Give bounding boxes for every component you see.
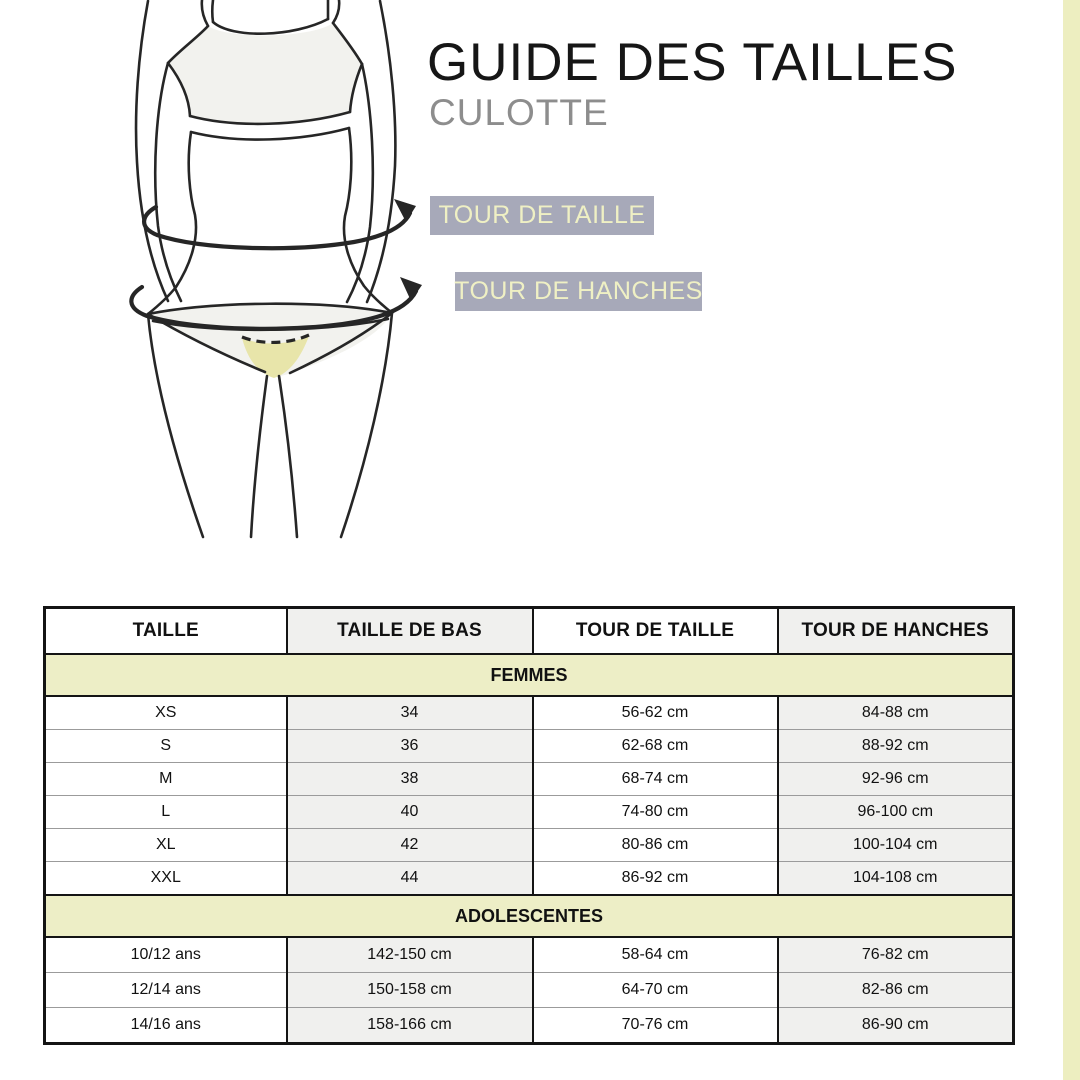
column-header-tour-de-hanches: TOUR DE HANCHES bbox=[778, 608, 1014, 655]
table-cell: 84-88 cm bbox=[778, 696, 1014, 730]
table-row-xl bbox=[45, 829, 1014, 862]
page-subtitle: CULOTTE bbox=[429, 92, 609, 133]
table-cell: 68-74 cm bbox=[533, 763, 778, 796]
waist-measure-arrow-icon bbox=[144, 199, 416, 248]
table-cell: 36 bbox=[287, 730, 533, 763]
column-header-tour-de-taille: TOUR DE TAILLE bbox=[533, 608, 778, 655]
column-header-taille-de-bas: TAILLE DE BAS bbox=[287, 608, 533, 655]
size-table bbox=[43, 606, 1015, 1045]
table-cell: 58-64 cm bbox=[533, 937, 778, 973]
table-cell: 80-86 cm bbox=[533, 829, 778, 862]
table-cell: 56-62 cm bbox=[533, 696, 778, 730]
table-cell: S bbox=[45, 730, 287, 763]
table-cell: 44 bbox=[287, 862, 533, 896]
table-row-14-16 bbox=[45, 1008, 1014, 1044]
table-cell: 104-108 cm bbox=[778, 862, 1014, 896]
section-title-adolescentes: ADOLESCENTES bbox=[45, 895, 1014, 937]
table-cell: 88-92 cm bbox=[778, 730, 1014, 763]
table-cell: XL bbox=[45, 829, 287, 862]
accent-stripe bbox=[1063, 0, 1080, 1080]
table-row-10-12 bbox=[45, 937, 1014, 973]
table-cell: 150-158 cm bbox=[287, 973, 533, 1008]
table-cell: M bbox=[45, 763, 287, 796]
column-header-taille: TAILLE bbox=[45, 608, 287, 655]
table-row-l bbox=[45, 796, 1014, 829]
table-cell: 10/12 ans bbox=[45, 937, 287, 973]
table-cell: 86-92 cm bbox=[533, 862, 778, 896]
waist-measure-label bbox=[430, 196, 654, 235]
table-cell: 86-90 cm bbox=[778, 1008, 1014, 1044]
section-title-femmes: FEMMES bbox=[45, 654, 1014, 696]
table-cell: L bbox=[45, 796, 287, 829]
table-row-s bbox=[45, 730, 1014, 763]
table-cell: 12/14 ans bbox=[45, 973, 287, 1008]
page-title: GUIDE DES TAILLES bbox=[427, 33, 958, 92]
hips-measure-label bbox=[455, 272, 702, 311]
table-row-m bbox=[45, 763, 1014, 796]
table-row-12-14 bbox=[45, 973, 1014, 1008]
table-cell: 96-100 cm bbox=[778, 796, 1014, 829]
table-cell: 74-80 cm bbox=[533, 796, 778, 829]
section-row-femmes bbox=[45, 654, 1014, 696]
table-cell: 64-70 cm bbox=[533, 973, 778, 1008]
section-row-adolescentes bbox=[45, 895, 1014, 937]
table-cell: 142-150 cm bbox=[287, 937, 533, 973]
table-cell: 40 bbox=[287, 796, 533, 829]
table-cell: 76-82 cm bbox=[778, 937, 1014, 973]
table-cell: 62-68 cm bbox=[533, 730, 778, 763]
table-cell: 34 bbox=[287, 696, 533, 730]
body-measurement-illustration bbox=[90, 0, 435, 545]
table-cell: XS bbox=[45, 696, 287, 730]
table-cell: 82-86 cm bbox=[778, 973, 1014, 1008]
table-cell: 14/16 ans bbox=[45, 1008, 287, 1044]
table-cell: 158-166 cm bbox=[287, 1008, 533, 1044]
table-row-xs bbox=[45, 696, 1014, 730]
table-cell: XXL bbox=[45, 862, 287, 896]
table-cell: 100-104 cm bbox=[778, 829, 1014, 862]
hips-measure-label-text: TOUR DE HANCHES bbox=[454, 277, 703, 305]
table-cell: 38 bbox=[287, 763, 533, 796]
waist-measure-label-text: TOUR DE TAILLE bbox=[438, 201, 646, 229]
table-cell: 70-76 cm bbox=[533, 1008, 778, 1044]
table-cell: 92-96 cm bbox=[778, 763, 1014, 796]
table-cell: 42 bbox=[287, 829, 533, 862]
table-row-xxl bbox=[45, 862, 1014, 896]
size-table-header-row bbox=[45, 608, 1014, 655]
